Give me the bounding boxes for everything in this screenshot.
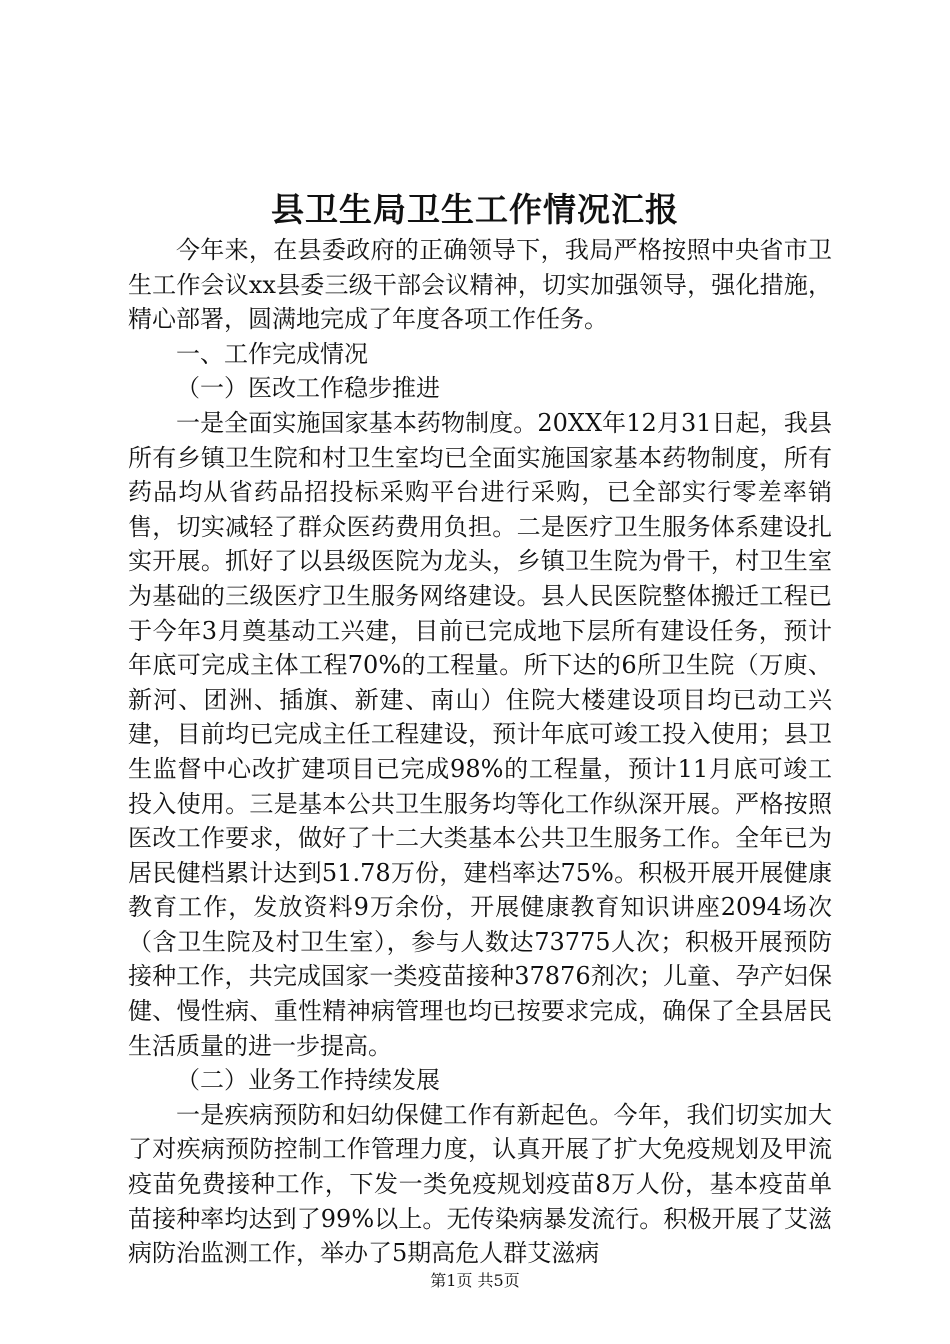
section-heading: 一、工作完成情况 <box>176 339 368 368</box>
subsection-heading: （一）医改工作稳步推进 <box>176 374 440 403</box>
subsection-heading: （二）业务工作持续发展 <box>176 1066 440 1095</box>
intro-paragraph: 今年来，在县委政府的正确领导下，我局严格按照中央省市卫生工作会议xx县委三级干部会议精神，切实加强领导，强化措施，精心部署，圆满地完成了年度各项工作任务。 <box>128 236 832 334</box>
body-paragraph: 一是全面实施国家基本药物制度。20XX年12月31日起，我县所有乡镇卫生院和村卫生室均已全面实施国家基本药物制度，所有药品均从省药品招投标采购平台进行采购，已全部实行零差率销售，切实减轻了群众医药费用负担。二是医疗卫生服务体系建设扎实开展。抓好了以县级医院为龙头，乡镇卫生院为骨干，村卫生室为基础的三级医疗卫生服务网络建设。县人民医院整体搬迁工程已于今年3月奠基动工兴建，目前已完成地下层所有建设任务，预计年底可完成主体工程70%的工程量。所下达的6所卫生院（万庾、新河、团洲、插旗、新建、南山）住院大楼建设项目均已动工兴建，目前均已完成主任工程建设，预计年底可竣工投入使用；县卫生监督中心改扩建项目已完成98%的工程量，预计11月底可竣工投入使用。三是基本公共卫生服务均等化工作纵深开展。严格按照医改工作要求，做好了十二大类基本公共卫生服务工作。全年已为居民健档累计达到51.78万份，建档率达75%。积极开展开展健康教育工作，发放资料9万余份，开展健康教育知识讲座2094场次（含卫生院及村卫生室），参与人数达73775人次；积极开展预防接种工作，共完成国家一类疫苗接种37876剂次；儿童、孕产妇保健、慢性病、重性精神病管理也均已按要求完成，确保了全县居民生活质量的进一步提高。 <box>128 408 832 1060</box>
document-title: 县卫生局卫生工作情况汇报 <box>271 190 679 229</box>
document-body <box>128 233 832 1271</box>
body-paragraph: 一是疾病预防和妇幼保健工作有新起色。今年，我们切实加大了对疾病预防控制工作管理力度，认真开展了扩大免疫规划及甲流疫苗免费接种工作，下发一类免疫规划疫苗8万人份，基本疫苗单苗接种率均达到了99%以上。无传染病暴发流行。积极开展了艾滋病防治监测工作，举办了5期高危人群艾滋病 <box>128 1100 832 1268</box>
page-footer: 第1页 共5页 <box>430 1271 520 1290</box>
